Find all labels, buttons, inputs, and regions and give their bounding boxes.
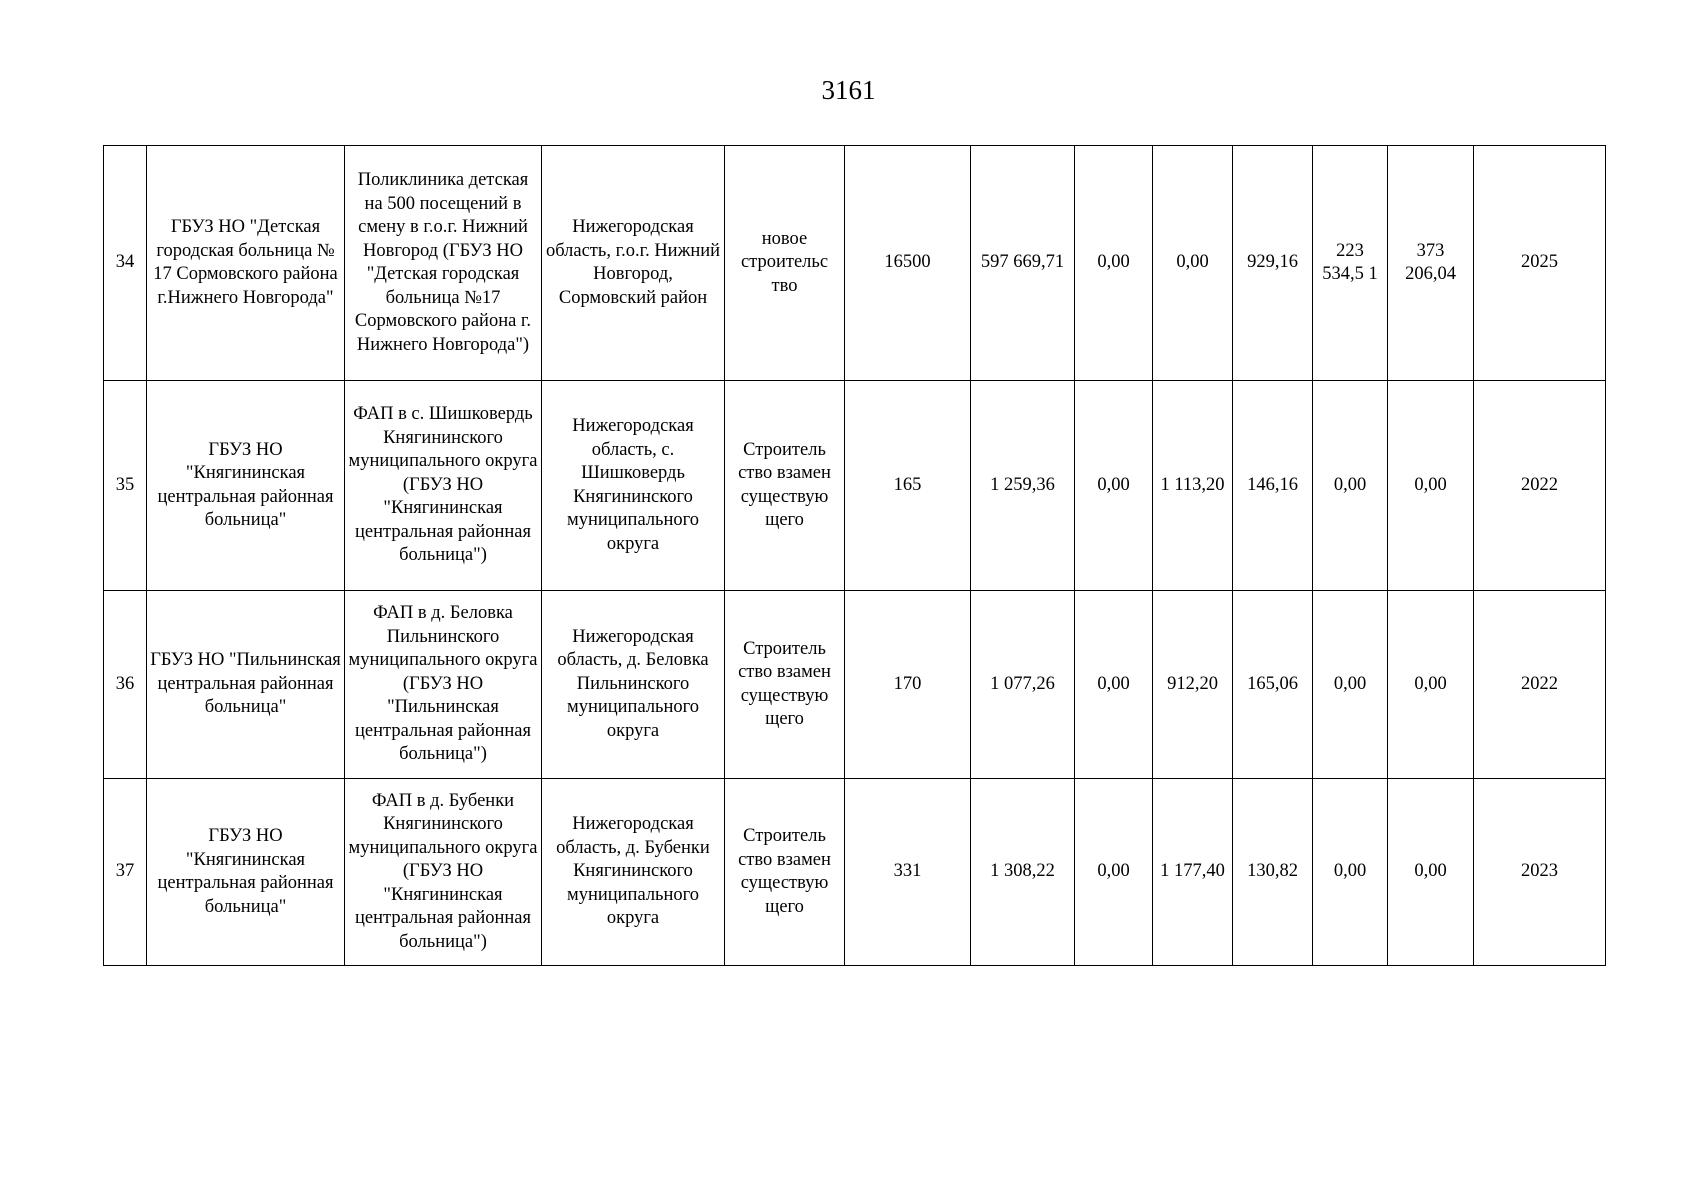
location-cell: Нижегородская область, д. Беловка Пильнинского муниципального округа <box>542 591 725 779</box>
table-row <box>104 591 1606 779</box>
amount-cell: 0,00 <box>1388 591 1474 779</box>
location-cell: Нижегородская область, с. Шишковердь Княгининского муниципального округа <box>542 381 725 591</box>
row-number-cell: 34 <box>104 146 147 381</box>
location-cell: Нижегородская область, д. Бубенки Княгининского муниципального округа <box>542 779 725 966</box>
work-type-cell: Строитель ство взамен существую щего <box>725 591 845 779</box>
amount-cell: 0,00 <box>1075 381 1153 591</box>
amount-cell: 929,16 <box>1233 146 1313 381</box>
object-cell: ФАП в с. Шишковердь Княгининского муниципального округа (ГБУЗ НО "Княгининская центральная районная больница") <box>345 381 542 591</box>
amount-cell: 0,00 <box>1313 779 1388 966</box>
amount-cell: 1 259,36 <box>971 381 1075 591</box>
object-cell: ФАП в д. Бубенки Княгининского муниципального округа (ГБУЗ НО "Княгининская центральная районная больница") <box>345 779 542 966</box>
year-cell: 2022 <box>1474 591 1606 779</box>
object-cell: Поликлиника детская на 500 посещений в смену в г.о.г. Нижний Новгород (ГБУЗ НО "Детская городская больница №17 Сормовского района г. Нижнего Новгорода") <box>345 146 542 381</box>
row-number-cell: 37 <box>104 779 147 966</box>
amount-cell: 0,00 <box>1075 779 1153 966</box>
amount-cell: 0,00 <box>1075 591 1153 779</box>
amount-cell: 597 669,71 <box>971 146 1075 381</box>
capacity-cell: 165 <box>845 381 971 591</box>
amount-cell: 146,16 <box>1233 381 1313 591</box>
year-cell: 2025 <box>1474 146 1606 381</box>
work-type-cell: Строитель ство взамен существую щего <box>725 779 845 966</box>
amount-cell: 0,00 <box>1313 381 1388 591</box>
institution-cell: ГБУЗ НО "Детская городская больница № 17 Сормовского района г.Нижнего Новгорода" <box>147 146 345 381</box>
amount-cell: 0,00 <box>1075 146 1153 381</box>
amount-cell: 0,00 <box>1313 591 1388 779</box>
amount-cell: 912,20 <box>1153 591 1233 779</box>
amount-cell: 0,00 <box>1153 146 1233 381</box>
table-row <box>104 779 1606 966</box>
institution-cell: ГБУЗ НО "Княгининская центральная районная больница" <box>147 381 345 591</box>
work-type-cell: Строитель ство взамен существую щего <box>725 381 845 591</box>
object-cell: ФАП в д. Беловка Пильнинского муниципального округа (ГБУЗ НО "Пильнинская центральная районная больница") <box>345 591 542 779</box>
capacity-cell: 331 <box>845 779 971 966</box>
year-cell: 2023 <box>1474 779 1606 966</box>
data-table <box>103 145 1606 966</box>
amount-cell: 0,00 <box>1388 381 1474 591</box>
amount-cell: 165,06 <box>1233 591 1313 779</box>
work-type-cell: новое строительс тво <box>725 146 845 381</box>
capacity-cell: 16500 <box>845 146 971 381</box>
capacity-cell: 170 <box>845 591 971 779</box>
location-cell: Нижегородская область, г.о.г. Нижний Новгород, Сормовский район <box>542 146 725 381</box>
amount-cell: 1 177,40 <box>1153 779 1233 966</box>
amount-cell: 373 206,04 <box>1388 146 1474 381</box>
institution-cell: ГБУЗ НО "Пильнинская центральная районная больница" <box>147 591 345 779</box>
page-number: 3161 <box>821 75 876 105</box>
amount-cell: 1 113,20 <box>1153 381 1233 591</box>
row-number-cell: 35 <box>104 381 147 591</box>
amount-cell: 223 534,5 1 <box>1313 146 1388 381</box>
amount-cell: 0,00 <box>1388 779 1474 966</box>
amount-cell: 1 077,26 <box>971 591 1075 779</box>
table-row <box>104 381 1606 591</box>
row-number-cell: 36 <box>104 591 147 779</box>
table-row <box>104 146 1606 381</box>
year-cell: 2022 <box>1474 381 1606 591</box>
amount-cell: 130,82 <box>1233 779 1313 966</box>
amount-cell: 1 308,22 <box>971 779 1075 966</box>
institution-cell: ГБУЗ НО "Княгининская центральная районная больница" <box>147 779 345 966</box>
